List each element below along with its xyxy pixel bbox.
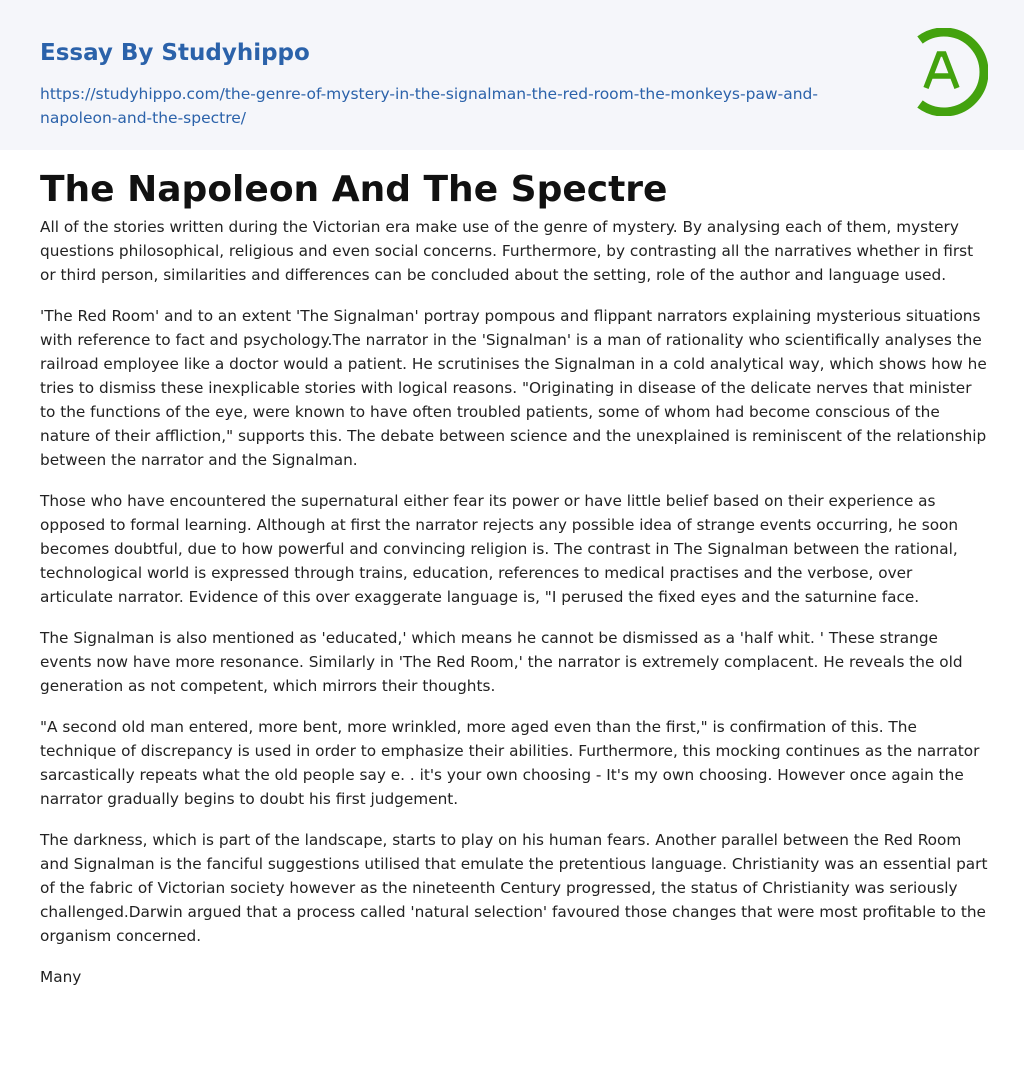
paragraph: 'The Red Room' and to an extent 'The Signalman' portray pompous and flippant narrators explaining mysterious situations with reference to fact and psychology.The narrator in the 'Signalman' is a man of rationality who scientifically analyses the railroad employee like a doctor would a patient. He scrutinises the Signalman in a cold analytical way, which shows how he tries to dismiss these inexplicable stories with logical reasons. "Originating in disease of the delicate nerves that minister to the functions of the eye, were known to have often troubled patients, some of whom had become conscious of the nature of their affliction," supports this. The debate between science and the unexplained is reminiscent of the relationship between the narrator and the Signalman. — [40, 307, 987, 469]
essay-url-link[interactable]: https://studyhippo.com/the-genre-of-mystery-in-the-signalman-the-red-room-the-monkeys-paw-and-napoleon-and-the-spectre/ — [40, 85, 818, 127]
paragraph: The darkness, which is part of the landscape, starts to play on his human fears. Another parallel between the Red Room and Signalman is the fanciful suggestions utilised that emulate the pretentious language. Christianity was an essential part of the fabric of Victorian society however as the nineteenth Century progressed, the status of Christianity was seriously challenged.Darwin argued that a process called 'natural selection' favoured those changes that were most profitable to the organism concerned. — [40, 831, 988, 945]
paragraph: All of the stories written during the Victorian era make use of the genre of mystery. By analysing each of them, mystery questions philosophical, religious and even social concerns. Furthermore, by contrasting all the narratives whether in first or third person, similarities and differences can be concluded about the setting, role of the author and language used. — [40, 218, 974, 284]
paragraph: "A second old man entered, more bent, more wrinkled, more aged even than the first," is confirmation of this. The technique of discrepancy is used in order to emphasize their abilities. Furthermore, this mocking continues as the narrator sarcastically repeats what the old people say e. . it's your own choosing - It's my own choosing. However once again the narrator gradually begins to doubt his first judgement. — [40, 718, 980, 808]
paragraph: The Signalman is also mentioned as 'educated,' which means he cannot be dismissed as a 'half whit. ' These strange events now have more resonance. Similarly in 'The Red Room,' the narrator is extremely complacent. He reveals the old generation as not competent, which mirrors their thoughts. — [40, 629, 963, 695]
brand-title: Essay By Studyhippo — [40, 40, 310, 66]
page-title: The Napoleon And The Spectre — [40, 169, 668, 210]
studyhippo-logo-icon — [908, 28, 988, 116]
paragraph: Those who have encountered the supernatural either fear its power or have little belief based on their experience as opposed to formal learning. Although at first the narrator rejects any possible idea of strange events occurring, he soon becomes doubtful, due to how powerful and convincing religion is. The contrast in The Signalman between the rational, technological world is expressed through trains, education, references to medical practises and the verbose, over articulate narrator. Evidence of this over exaggerate language is, "I perused the fixed eyes and the saturnine face. — [40, 492, 959, 606]
essay-body — [40, 215, 990, 1006]
paragraph: Many — [40, 968, 82, 986]
